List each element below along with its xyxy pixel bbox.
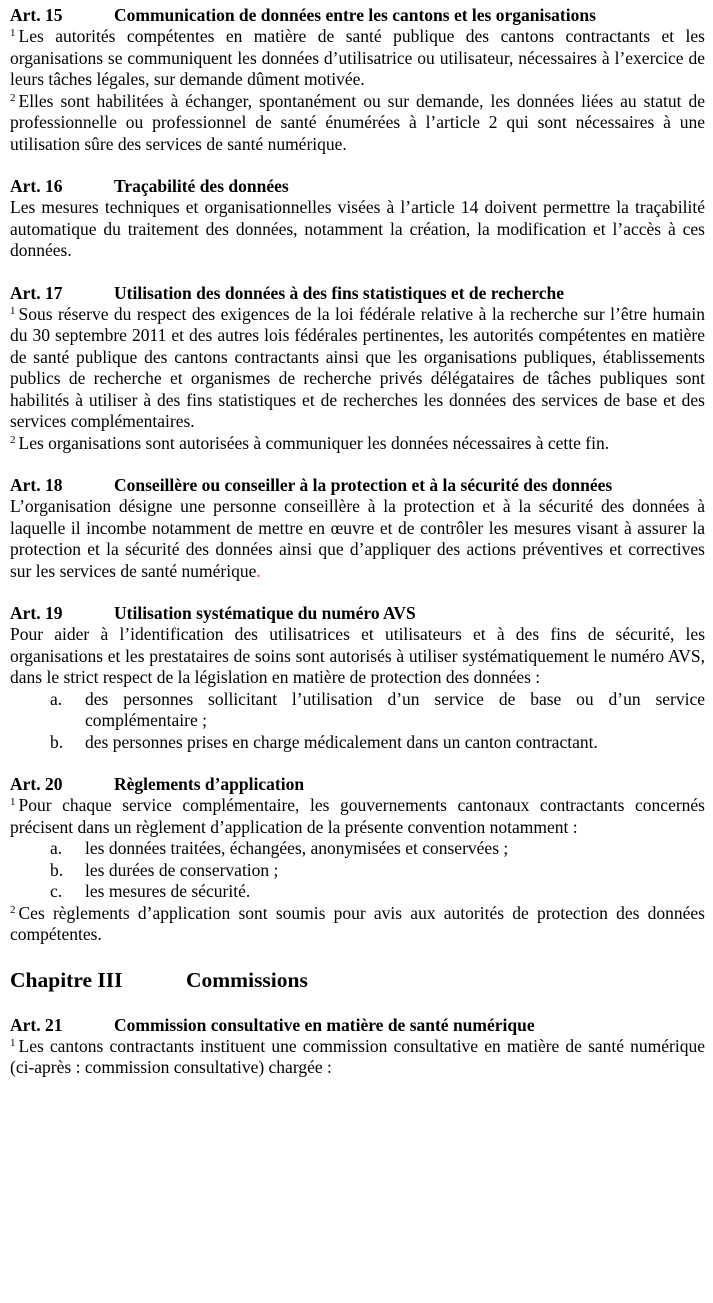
list-item-text: les données traitées, échangées, anonymisées et conservées ;	[85, 838, 509, 858]
article-title: Utilisation des données à des fins statistiques et de recherche	[114, 282, 564, 303]
list-marker: b.	[50, 859, 64, 880]
article-number: Art. 20	[10, 774, 63, 794]
paragraph	[10, 26, 705, 91]
paragraph	[10, 304, 705, 433]
paragraph-text: Les cantons contractants instituent une commission consultative en matière de santé numérique (ci-après : commission consultative) chargée :	[10, 1035, 705, 1077]
paragraph	[10, 433, 705, 455]
paragraph-number: 1	[10, 796, 16, 808]
list-item-text: des personnes sollicitant l’utilisation d’un service de base ou d’un service complémentaire ;	[85, 688, 705, 730]
list-marker: a.	[50, 688, 63, 709]
article-heading	[10, 474, 705, 496]
list-item	[10, 881, 705, 903]
article-title: Commission consultative en matière de santé numérique	[114, 1014, 535, 1035]
paragraph-text: Pour chaque service complémentaire, les gouvernements cantonaux contractants concernés précisent dans un règlement d’application de la présente convention notamment :	[10, 795, 705, 837]
article-heading	[10, 282, 705, 304]
list-item-text: les durées de conservation ;	[85, 859, 279, 880]
article-heading	[10, 602, 705, 624]
list-item	[10, 838, 705, 860]
article-heading	[10, 773, 705, 795]
paragraph-end-mark: .	[256, 560, 261, 581]
paragraph-number: 1	[10, 304, 16, 317]
list-item-text: les mesures de sécurité.	[85, 881, 251, 901]
paragraph	[10, 903, 705, 946]
paragraph-text: Les mesures techniques et organisationnelles visées à l’article 14 doivent permettre la traçabilité automatique du traitement des données, notamment la création, la modification et l’accès à ces données.	[10, 197, 705, 260]
article-number: Art. 18	[10, 475, 63, 495]
paragraph-text: L’organisation désigne une personne conseillère à la protection et à la sécurité des données à laquelle il incombe notamment de mettre en œuvre et de contrôler les mesures visant à assurer la protection et la sécurité des données ainsi que d’appliquer des actions préventives et correctives sur les services de santé numérique	[10, 496, 705, 581]
article-title: Communication de données entre les cantons et les organisations	[114, 5, 596, 25]
article-18	[10, 474, 705, 582]
article-title: Utilisation systématique du numéro AVS	[114, 603, 416, 623]
paragraph-number: 2	[10, 903, 16, 916]
paragraph-number: 2	[10, 91, 16, 104]
paragraph-text: Sous réserve du respect des exigences de la loi fédérale relative à la recherche sur l’être humain du 30 septembre 2011 et des autres lois fédérales pertinentes, les autorités compétentes en matière de santé publique des cantons contractants ainsi que les organisations publiques, établissements publics de recherche et organismes de recherche privés délégataires de tâches publiques sont habilités à utiliser à des fins statistiques et de recherches les données des services de base et des services complémentaires.	[10, 303, 705, 431]
article-number: Art. 17	[10, 282, 63, 303]
paragraph	[10, 91, 705, 156]
article-number: Art. 16	[10, 176, 63, 196]
chapter-heading	[10, 966, 705, 994]
article-number: Art. 19	[10, 603, 63, 623]
article-title: Règlements d’application	[114, 774, 305, 794]
article-title: Traçabilité des données	[114, 176, 289, 196]
article-16	[10, 175, 705, 262]
list-marker: a.	[50, 838, 63, 858]
paragraph-number: 1	[10, 1036, 16, 1049]
list-marker: c.	[50, 881, 63, 901]
paragraph	[10, 795, 705, 838]
article-number: Art. 15	[10, 5, 63, 25]
article-21	[10, 1014, 705, 1079]
article-heading	[10, 1014, 705, 1036]
list-item	[10, 689, 705, 732]
list-marker: b.	[50, 731, 64, 752]
list-item-text: des personnes prises en charge médicalement dans un canton contractant.	[85, 731, 598, 752]
paragraph	[10, 197, 705, 262]
article-19	[10, 602, 705, 753]
article-heading	[10, 4, 705, 26]
paragraph-text: Pour aider à l’identification des utilisatrices et utilisateurs et à des fins de sécurité, les organisations et les prestataires de soins sont autorisés à utiliser systématiquement le numéro AVS, dans le strict respect de la législation en matière de protection des données :	[10, 624, 705, 687]
paragraph	[10, 496, 705, 582]
article-number: Art. 21	[10, 1014, 63, 1035]
paragraph-number: 2	[10, 433, 16, 446]
article-20	[10, 773, 705, 946]
enumeration-list	[10, 689, 705, 754]
list-item	[10, 860, 705, 882]
enumeration-list	[10, 838, 705, 903]
paragraph-text: Les autorités compétentes en matière de santé publique des cantons contractants et les organisations se communiquent les données d’utilisatrice ou utilisateur, nécessaires à l’exercice de leurs tâches légales, sur demande dûment motivée.	[10, 26, 705, 89]
article-17	[10, 282, 705, 455]
article-15	[10, 4, 705, 155]
paragraph	[10, 1036, 705, 1079]
list-item	[10, 732, 705, 754]
paragraph-text: Elles sont habilitées à échanger, spontanément ou sur demande, les données liées au statut de professionnelle ou professionnel de santé énumérées à l’article 2 qui sont nécessaires à une utilisation sûre des services de santé numérique.	[10, 90, 705, 154]
article-title: Conseillère ou conseiller à la protection et à la sécurité des données	[114, 475, 613, 495]
paragraph-text: Les organisations sont autorisées à communiquer les données nécessaires à cette fin.	[18, 432, 610, 453]
paragraph-number: 1	[10, 27, 16, 39]
article-heading	[10, 175, 705, 197]
chapter-title: Commissions	[186, 967, 308, 992]
paragraph	[10, 624, 705, 689]
paragraph-text: Ces règlements d’application sont soumis pour avis aux autorités de protection des données compétentes.	[10, 902, 705, 944]
chapter-number: Chapitre III	[10, 967, 123, 992]
